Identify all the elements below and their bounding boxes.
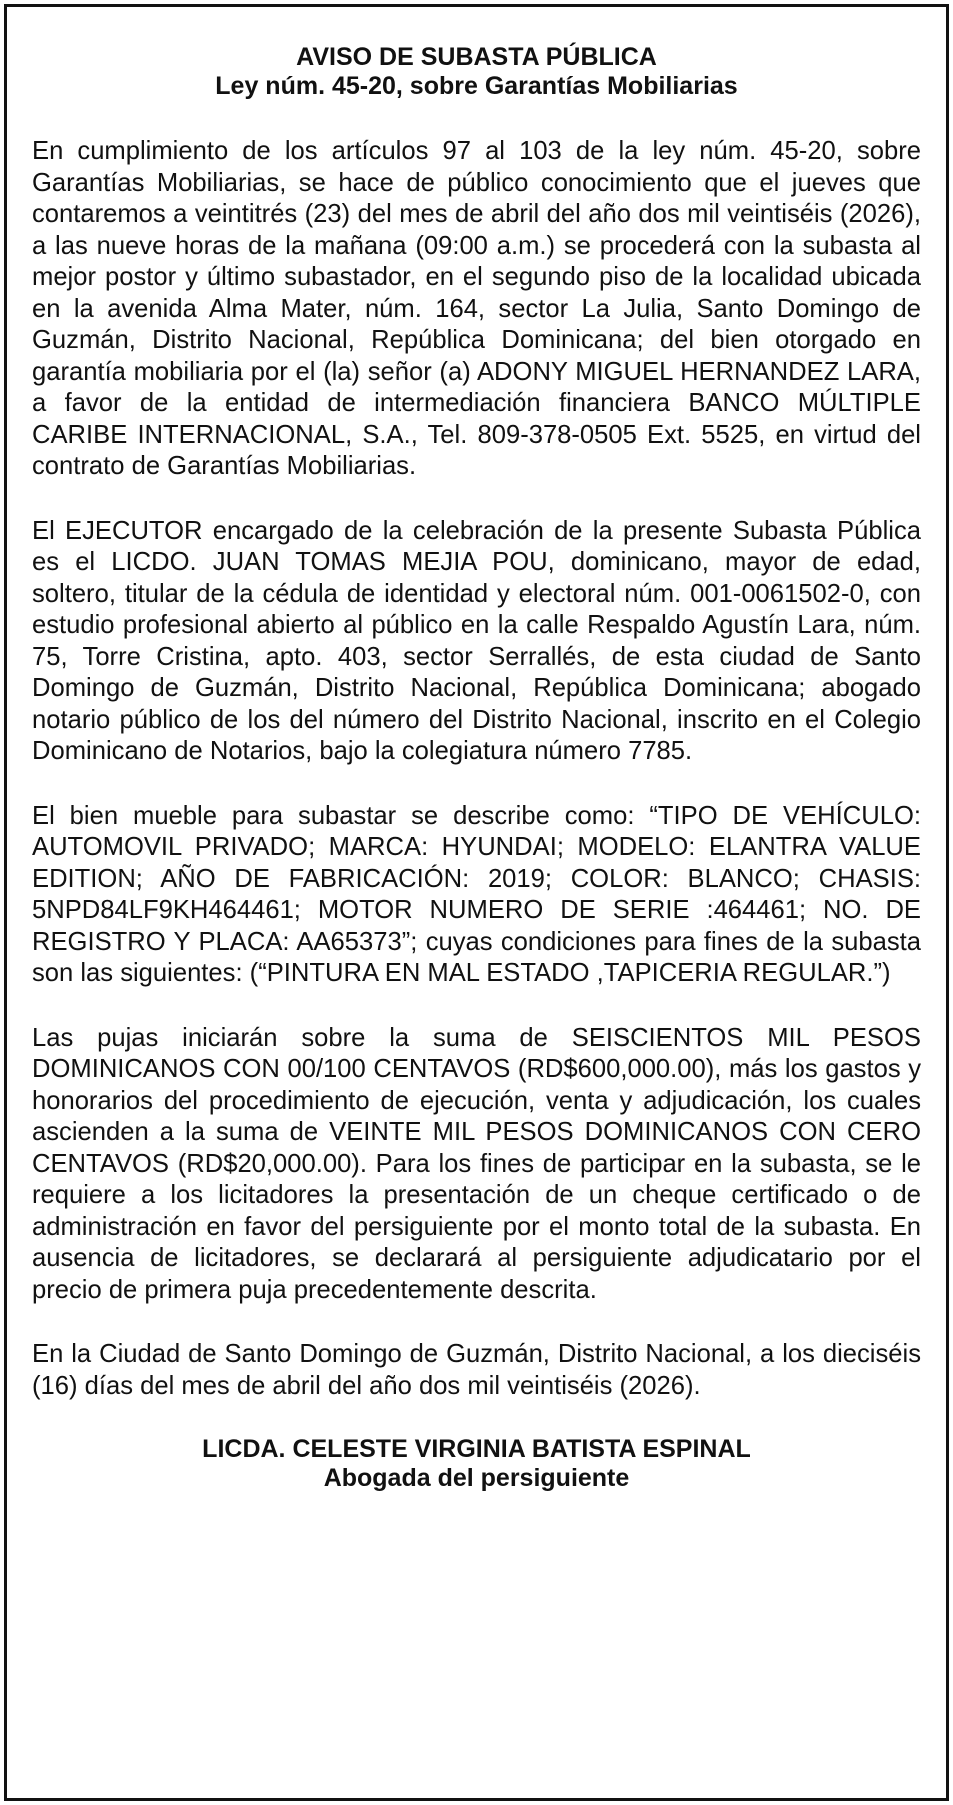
paragraph-vehicle-description: El bien mueble para subastar se describe como: “TIPO DE VEHÍCULO: AUTOMOVIL PRIVADO; MARCA: HYUNDAI; MODELO: ELANTRA VALUE EDITION; AÑO DE FABRICACIÓN: 2019; COLOR: BLANCO; CHASIS: 5NPD84LF9KH464461; MOTOR NUMERO DE SERIE :464461; NO. DE REGISTRO Y PLACA: AA65373”; cuyas condiciones para fines de la subasta son las siguientes: (“PINTURA EN MAL ESTADO ,TAPICERIA REGULAR.”) [32,801,921,987]
signature-name: LICDA. CELESTE VIRGINIA BATISTA ESPINAL [202,1435,751,1463]
notice-subtitle: Ley núm. 45-20, sobre Garantías Mobiliarias [215,72,738,100]
notice-header [32,43,921,101]
notice-content [32,43,921,1493]
paragraph-auction-announcement: En cumplimiento de los artículos 97 al 103 de la ley núm. 45-20, sobre Garantías Mobiliarias, se hace de público conocimiento que el jueves que contaremos a veintitrés (23) del mes de abril del año dos mil veintiséis (2026), a las nueve horas de la mañana (09:00 a.m.) se procederá con la subasta al mejor postor y último subastador, en el segundo piso de la localidad ubicada en la avenida Alma Mater, núm. 164, sector La Julia, Santo Domingo de Guzmán, Distrito Nacional, República Dominicana; del bien otorgado en garantía mobiliaria por el (la) señor (a) ADONY MIGUEL HERNANDEZ LARA, a favor de la entidad de intermediación financiera BANCO MÚLTIPLE CARIBE INTERNACIONAL, S.A., Tel. 809-378-0505 Ext. 5525, en virtud del contrato de Garantías Mobiliarias. [32,137,921,480]
signature-block [32,1435,921,1493]
paragraph-place-date: En la Ciudad de Santo Domingo de Guzmán, Distrito Nacional, a los dieciséis (16) días del mes de abril del año dos mil veintiséis (2026). [32,1340,921,1400]
paragraph-executor: El EJECUTOR encargado de la celebración de la presente Subasta Pública es el LICDO. JUAN TOMAS MEJIA POU, dominicano, mayor de edad, soltero, titular de la cédula de identidad y electoral núm. 001-0061502-0, con estudio profesional abierto al público en la calle Respaldo Agustín Lara, núm. 75, Torre Cristina, apto. 403, sector Serrallés, de esta ciudad de Santo Domingo de Guzmán, Distrito Nacional, República Dominicana; abogado notario público de los del número del Distrito Nacional, inscrito en el Colegio Dominicano de Notarios, bajo la colegiatura número 7785. [32,516,921,765]
signature-role: Abogada del persiguiente [323,1464,630,1492]
notice-frame [4,4,949,1801]
notice-title: AVISO DE SUBASTA PÚBLICA [296,43,657,71]
paragraph-bidding-terms: Las pujas iniciarán sobre la suma de SEISCIENTOS MIL PESOS DOMINICANOS CON 00/100 CENTAVOS (RD$600,000.00), más los gastos y honorarios del procedimiento de ejecución, venta y adjudicación, los cuales ascienden a la suma de VEINTE MIL PESOS DOMINICANOS CON CERO CENTAVOS (RD$20,000.00). Para los fines de participar en la subasta, se le requiere a los licitadores la presentación de un cheque certificado o de administración en favor del persiguiente por el monto total de la subasta. En ausencia de licitadores, se declarará al persiguiente adjudicatario por el precio de primera puja precedentemente descrita. [32,1023,921,1304]
